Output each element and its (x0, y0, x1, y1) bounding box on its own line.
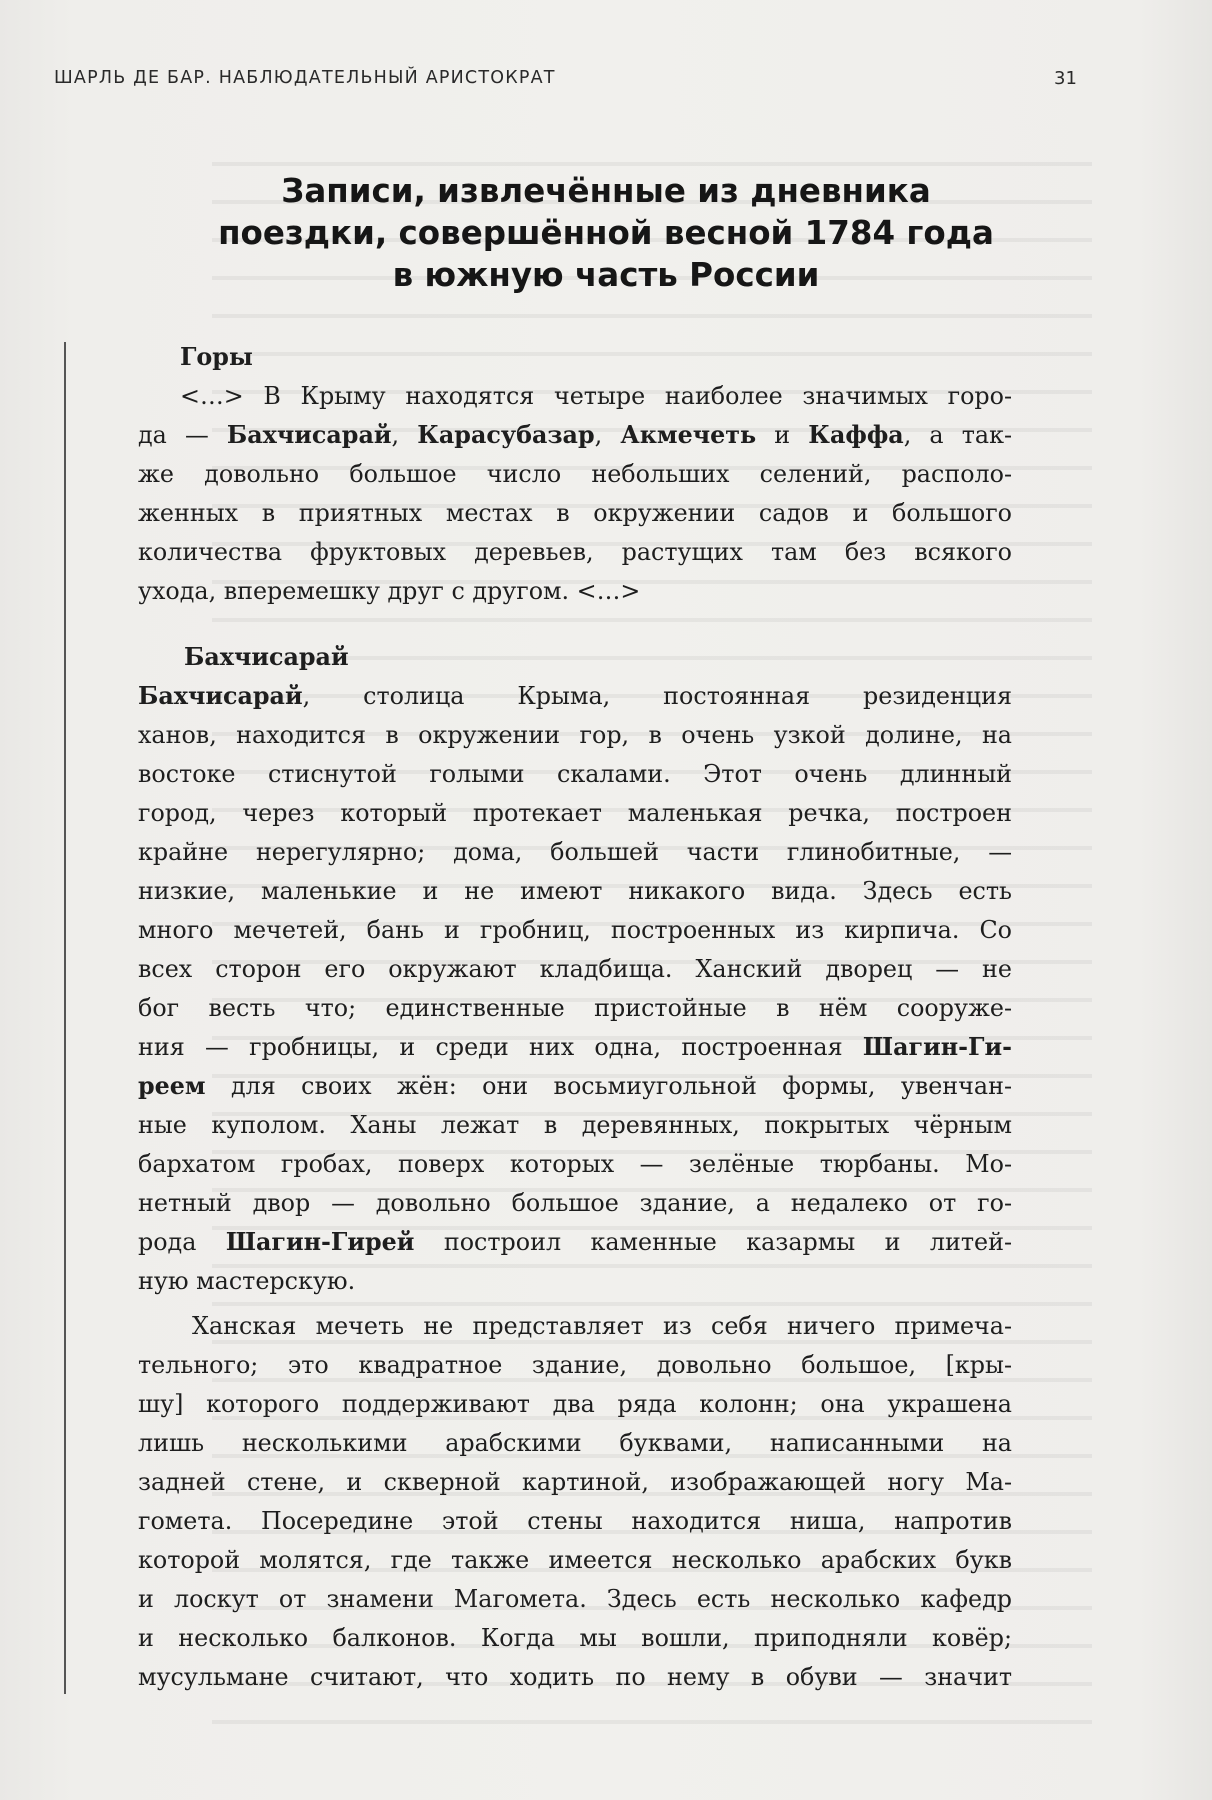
text-line: и лоскут от знамени Магомета. Здесь есть несколько кафедр (138, 1585, 1012, 1613)
text-line: нетный двор — довольно большое здание, а недалеко от го- (138, 1189, 1012, 1217)
text-line: низкие, маленькие и не имеют никакого вида. Здесь есть (138, 877, 1012, 905)
margin-rule (64, 342, 66, 1694)
place-name: Бахчисарай (226, 421, 392, 449)
text-line: <…> В Крыму находятся четыре наиболее значимых горо- (180, 382, 1012, 410)
place-name: Каффа (808, 421, 904, 449)
text-line: гомета. Посередине этой стены находится ниша, напротив (138, 1507, 1012, 1535)
person-name: Шагин-Ги- (862, 1033, 1012, 1061)
text-line: лишь несколькими арабскими буквами, написанными на (138, 1429, 1012, 1457)
chapter-title-line: поездки, совершённой весной 1784 года (218, 214, 994, 252)
page-number: 31 (1054, 68, 1077, 89)
text-line: мусульмане считают, что ходить по нему в обуви — значит (138, 1663, 1012, 1691)
section-bakhchisaray (138, 638, 1012, 1301)
text-line: количества фруктовых деревьев, растущих там без всякого (138, 538, 1012, 566)
text-line: задней стене, и скверной картиной, изображающей ногу Ма- (138, 1468, 1012, 1496)
section-gory (138, 338, 1012, 611)
text-line: ную мастерскую. (138, 1267, 356, 1295)
text-line: бархатом гробах, поверх которых — зелёные тюрбаны. Мо- (138, 1150, 1012, 1178)
text-line: да — Бахчисарай, Карасубазар, Акмечеть и Каффа, а так- (138, 421, 1012, 449)
text-line: ухода, вперемешку друг с другом. <…> (138, 577, 641, 605)
place-name: Бахчисарай (138, 682, 303, 710)
text-line: город, через который протекает маленькая речка, построен (138, 799, 1012, 827)
person-name: реем (138, 1072, 206, 1100)
text-line: шу] которого поддерживают два ряда колонн; она украшена (138, 1390, 1012, 1418)
person-name: Шагин-Гирей (225, 1228, 415, 1256)
text-line: всех сторон его окружают кладбища. Ханский дворец — не (138, 955, 1012, 983)
text-line: крайне нерегулярно; дома, большей части глинобитные, — (138, 838, 1012, 866)
chapter-title (100, 170, 1112, 296)
text-line: же довольно большое число небольших селений, располо- (138, 460, 1012, 488)
section-heading: Горы (180, 343, 253, 371)
text-line: ханов, находится в окружении гор, в очень узкой долине, на (138, 721, 1012, 749)
place-name: Акмечеть (620, 421, 757, 449)
chapter-title-line: в южную часть России (392, 256, 820, 294)
text-line: востоке стиснутой голыми скалами. Этот очень длинный (138, 760, 1012, 788)
section-mosque (138, 1307, 1012, 1697)
text-line: Бахчисарай, столица Крыма, постоянная резиденция (138, 682, 1012, 710)
text-line: ния — гробницы, и среди них одна, построенная Шагин-Ги- (138, 1033, 1012, 1061)
text-line: Ханская мечеть не представляет из себя ничего примеча- (192, 1312, 1012, 1340)
text-line: тельного; это квадратное здание, довольно большое, [кры- (138, 1351, 1012, 1379)
section-heading: Бахчисарай (184, 643, 349, 671)
text-line: бог весть что; единственные пристойные в нём сооруже- (138, 994, 1012, 1022)
text-line: рода Шагин-Гирей построил каменные казармы и литей- (138, 1228, 1012, 1256)
text-line: которой молятся, где также имеется несколько арабских букв (138, 1546, 1012, 1574)
chapter-title-line: Записи, извлечённые из дневника (281, 172, 931, 210)
place-name: Карасубазар (417, 421, 595, 449)
text-line: и несколько балконов. Когда мы вошли, приподняли ковёр; (138, 1624, 1012, 1652)
text-line: реем для своих жён: они восьмиугольной формы, увенчан- (138, 1072, 1012, 1100)
running-head: ШАРЛЬ ДЕ БАР. НАБЛЮДАТЕЛЬНЫЙ АРИСТОКРАТ (54, 68, 556, 88)
text-line: ные куполом. Ханы лежат в деревянных, покрытых чёрным (138, 1111, 1012, 1139)
text-line: женных в приятных местах в окружении садов и большого (138, 499, 1012, 527)
text-line: много мечетей, бань и гробниц, построенных из кирпича. Со (138, 916, 1012, 944)
